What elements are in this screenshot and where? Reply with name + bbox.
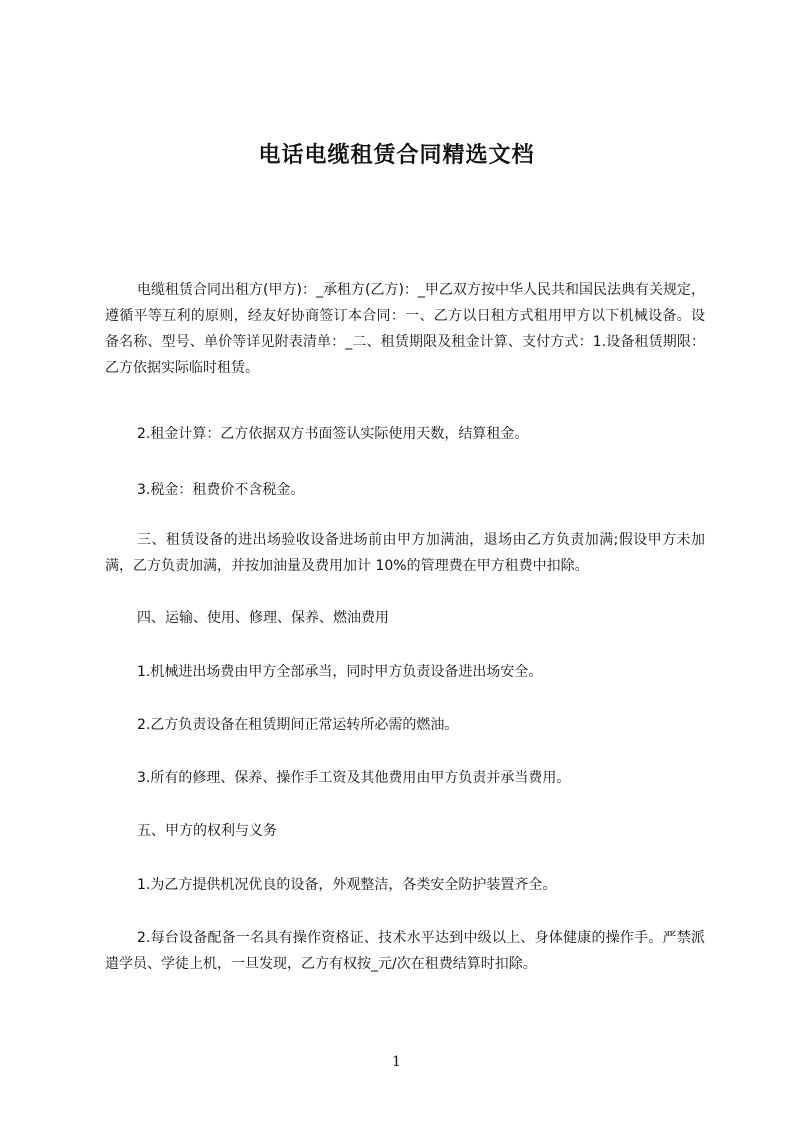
paragraph-fuel: 2.乙方负责设备在租赁期间正常运转所必需的燃油。 — [137, 717, 459, 733]
paragraph-intro: 电缆租赁合同出租方(甲方)：_承租方(乙方)：_甲乙双方按中华人民共和国民法典有关规定，遵循平等互利的原则，经友好协商签订本合同：一、乙方以日租方式租用甲方以下机械设备。设备名称、型号、单价等详见附表清单：_二、租赁期限及租金计算、支付方式：1.设备租赁期限：乙方依据实际临时租赁。 — [105, 282, 705, 376]
document-title: 电话电缆租赁合同精选文档 — [258, 143, 535, 168]
section-heading-party-a: 五、甲方的权利与义务 — [137, 823, 277, 839]
paragraph-tax: 3.税金：租费价不含税金。 — [137, 482, 305, 498]
paragraph-maintenance: 3.所有的修理、保养、操作手工资及其他费用由甲方负责并承当费用。 — [137, 770, 571, 786]
section-heading-transport: 四、运输、使用、修理、保养、燃油费用 — [137, 610, 389, 626]
paragraph-equipment-condition: 1.为乙方提供机况优良的设备，外观整洁，各类安全防护装置齐全。 — [137, 877, 557, 893]
page-number: 1 — [392, 1054, 401, 1070]
paragraph-operator: 2.每台设备配备一名具有操作资格证、技术水平达到中级以上、身体健康的操作手。严禁派遣学员、学徒上机，一旦发现，乙方有权按_元/次在租费结算时扣除。 — [105, 930, 705, 972]
paragraph-rent-calculation: 2.租金计算：乙方依据双方书面签认实际使用天数，结算租金。 — [137, 426, 529, 442]
paragraph-transport-fee: 1.机械进出场费由甲方全部承当，同时甲方负责设备进出场安全。 — [137, 664, 543, 680]
paragraph-acceptance: 三、租赁设备的进出场验收设备进场前由甲方加满油，退场由乙方负责加满;假设甲方未加满，乙方负责加满，并按加油量及费用加计 10%的管理费在甲方租费中扣除。 — [105, 532, 705, 574]
